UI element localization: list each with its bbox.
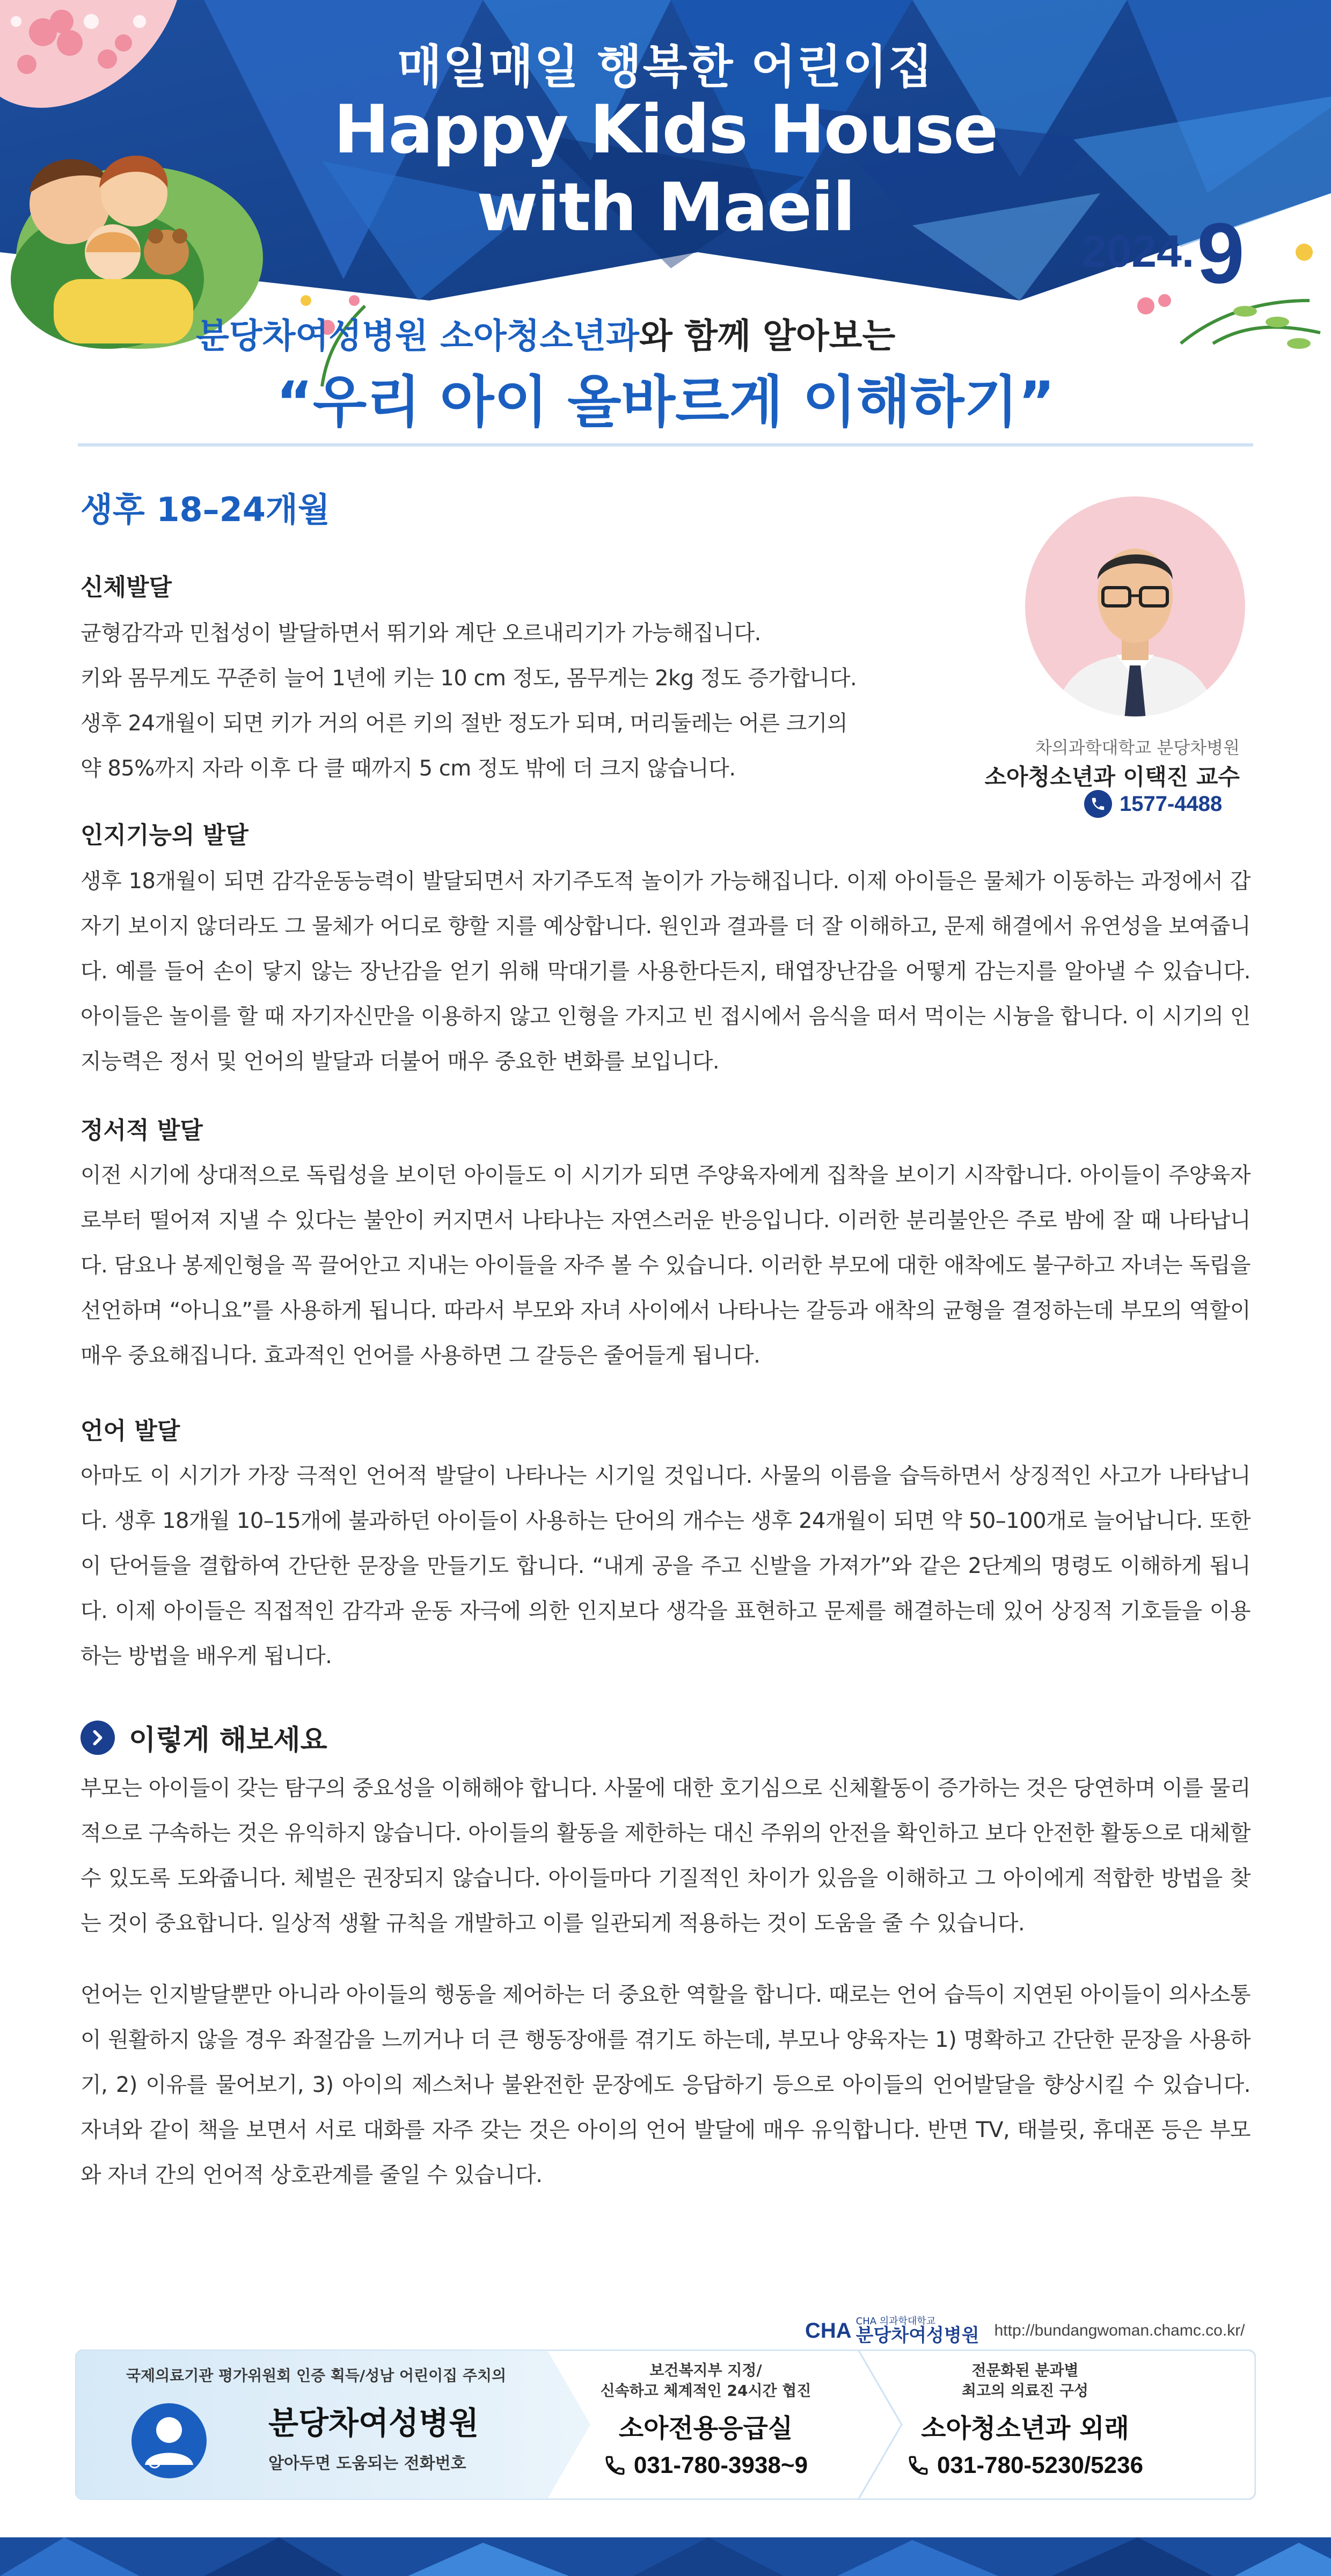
emergency-phone[interactable]: 031-780-3938~9 xyxy=(633,2452,808,2478)
outpatient-contact xyxy=(875,2360,1175,2479)
emergency-line1: 보건복지부 지정/ xyxy=(649,2361,762,2379)
bottom-decorative-strip xyxy=(0,2537,1331,2576)
physical-line: 생후 24개월이 되면 키가 거의 어른 키의 절반 정도가 되며, 머리둘레는 어른 크기의 xyxy=(81,711,848,736)
header-title-line1: Happy Kids House xyxy=(333,91,998,169)
logo-mark: CHA xyxy=(805,2318,852,2343)
language-text: 아마도 이 시기가 가장 극적인 언어적 발달이 나타나는 시기일 것입니다. 사물의 이름을 습득하면서 상징적인 사고가 나타납니다. 생후 18개월 10–15개에 불과하던 아이들이 사용하는 단어의 개수는 생후 24개월이 되면 약 50–100개로 늘어납니다. 또한 이 단어들을 결합하여 간단한 문장을 만들기도 합니다. “내게 공을 주고 신발을 가져가”와 같은 2단계의 명령도 이해하게 됩니다. 이제 아이들은 직접적인 감각과 운동 자극에 의한 인지보다 생각을 표현하고 문제를 해결하는데 있어 상징적 기호들을 이용하는 방법을 배우게 됩니다. xyxy=(81,1463,1250,1668)
age-title: 생후 18–24개월 xyxy=(81,490,330,529)
emergency-name: 소아전용응급실 xyxy=(618,2413,793,2443)
emergency-line2: 신속하고 체계적인 24시간 협진 xyxy=(600,2382,811,2399)
header-subtitle: 매일매일 행복한 어린이집 xyxy=(397,40,934,94)
header-title-line2: with Maeil xyxy=(477,169,854,246)
physical-line: 균형감각과 민첩성이 발달하면서 뛰기와 계단 오르내리기가 가능해집니다. xyxy=(81,621,761,646)
doctor-photo xyxy=(1022,494,1248,719)
cognitive-text: 생후 18개월이 되면 감각운동능력이 발달되면서 자기주도적 놀이가 가능해집니다. 이제 아이들은 물체가 이동하는 과정에서 갑자기 보이지 않더라도 그 물체가 어디로 향할 지를 예상합니다. 원인과 결과를 더 잘 이해하고, 문제 해결에서 유연성을 보여줍니다. 예를 들어 손이 닿지 않는 장난감을 얻기 위해 막대기를 사용한다든지, 태엽장난감을 어떻게 감는지를 알아낼 수 있습니다. 아이들은 놀이를 할 때 자기자신만을 이용하지 않고 인형을 가지고 빈 접시에서 음식을 떠서 먹이는 시늉을 합니다. 이 시기의 인지능력은 정서 및 언어의 발달과 더불어 매우 중요한 변화를 보입니다. xyxy=(81,869,1250,1074)
footer-caption: 국제의료기관 평가위원회 인증 획득/성남 어린이집 주치의 xyxy=(126,2367,507,2384)
phone-icon xyxy=(907,2454,930,2477)
hospital-logo xyxy=(805,2315,1245,2347)
phone-icon xyxy=(1084,790,1112,818)
headline: “우리 아이 올바르게 이해하기” xyxy=(276,369,1055,435)
hospital-url[interactable]: http://bundangwoman.chamc.co.kr/ xyxy=(994,2322,1245,2339)
doctor-name: 소아청소년과 이택진 교수 xyxy=(984,764,1240,790)
try-this-para1: 부모는 아이들이 갖는 탐구의 중요성을 이해해야 합니다. 사물에 대한 호기심으로 신체활동이 증가하는 것은 당연하며 이를 물리적으로 구속하는 것은 유익하지 않습니다. 아이들의 활동을 제한하는 대신 주위의 안전을 확인하고 보다 안전한 활동으로 대체할 수 있도록 도와줍니다. 체벌은 권장되지 않습니다. 아이들마다 기질적인 차이가 있음을 이해하고 그 아이에게 적합한 방법을 찾는 것이 중요합니다. 일상적 생활 규칙을 개발하고 이를 일관되게 적용하는 것이 도움을 줄 수 있습니다. xyxy=(81,1776,1250,1936)
logo-name: 분당차여성병원 xyxy=(855,2325,979,2346)
issue-year: 2024. xyxy=(1081,226,1195,276)
emergency-phone-row xyxy=(555,2452,856,2479)
outpatient-phone-row xyxy=(875,2452,1175,2479)
chevron-right-icon xyxy=(81,1721,115,1755)
try-this-title: 이렇게 해보세요 xyxy=(129,1724,327,1757)
footer-hospital-name: 분당차여성병원 xyxy=(268,2405,479,2441)
issue-month: 9 xyxy=(1197,205,1245,301)
try-this-heading xyxy=(81,1717,327,1758)
header-banner xyxy=(0,0,1331,472)
header-divider xyxy=(78,443,1253,447)
tagline-hospital: 분당차여성병원 소아청소년과 xyxy=(196,317,639,356)
outpatient-phone[interactable]: 031-780-5230/5236 xyxy=(937,2452,1144,2478)
outpatient-line1: 전문화된 분과별 xyxy=(971,2361,1079,2379)
physical-line: 약 85%까지 자라 이후 다 클 때까지 5 cm 정도 밖에 더 크지 않습니다. xyxy=(81,756,736,781)
language-title: 언어 발달 xyxy=(81,1417,180,1445)
doctor-institution: 차의과학대학교 분당차병원 xyxy=(1035,737,1240,758)
emotional-title: 정서적 발달 xyxy=(81,1117,203,1144)
logo-small-text: CHA 의과학대학교 xyxy=(855,2316,936,2327)
tagline-rest: 와 함께 알아보는 xyxy=(639,317,896,356)
try-this-para2: 언어는 인지발달뿐만 아니라 아이들의 행동을 제어하는 더 중요한 역할을 합니다. 때로는 언어 습득이 지연된 아이들이 의사소통이 원활하지 않을 경우 좌절감을 느끼거나 더 큰 행동장애를 겪기도 하는데, 부모나 양육자는 1) 명확하고 간단한 문장을 사용하기, 2) 이유를 물어보기, 3) 아이의 제스처나 불완전한 문장에도 응답하기 등으로 아이들의 언어발달을 향상시킬 수 있습니다. 자녀와 같이 책을 보면서 서로 대화를 자주 갖는 것은 아이의 언어 발달에 매우 유익합니다. 반면 TV, 태블릿, 휴대폰 등은 부모와 자녀 간의 언어적 상호관계를 줄일 수 있습니다. xyxy=(81,1982,1250,2187)
physical-text xyxy=(81,611,950,791)
footer-hospital-desc: 알아두면 도움되는 전화번호 xyxy=(268,2454,466,2473)
physical-title: 신체발달 xyxy=(81,574,172,601)
phone-icon xyxy=(604,2454,626,2477)
emotional-text: 이전 시기에 상대적으로 독립성을 보이던 아이들도 이 시기가 되면 주양육자에게 집착을 보이기 시작합니다. 아이들이 주양육자로부터 떨어져 지낼 수 있다는 불안이 커지면서 나타나는 자연스러운 반응입니다. 이러한 분리불안은 주로 밤에 잘 때 나타납니다. 담요나 봉제인형을 꼭 끌어안고 지내는 아이들을 자주 볼 수 있습니다. 이러한 부모에 대한 애착에도 불구하고 자녀는 독립을 선언하며 “아니요”를 사용하게 됩니다. 따라서 부모와 자녀 사이에서 나타나는 갈등과 애착의 균형을 결정하는데 부모의 역할이 매우 중요해집니다. 효과적인 언어를 사용하면 그 갈등은 줄어들게 됩니다. xyxy=(81,1163,1250,1368)
cognitive-title: 인지기능의 발달 xyxy=(81,822,248,849)
physical-line: 키와 몸무게도 꾸준히 늘어 1년에 키는 10 cm 정도, 몸무게는 2kg 정도 증가합니다. xyxy=(81,666,857,691)
outpatient-line2: 최고의 의료진 구성 xyxy=(962,2382,1088,2399)
emergency-contact xyxy=(555,2360,856,2479)
doctor-phone: 1577-4488 xyxy=(1120,792,1223,816)
logo-text xyxy=(856,2317,979,2345)
outpatient-name: 소아청소년과 외래 xyxy=(921,2413,1129,2443)
tagline xyxy=(196,309,895,358)
doctor-phone-row xyxy=(1084,789,1222,819)
